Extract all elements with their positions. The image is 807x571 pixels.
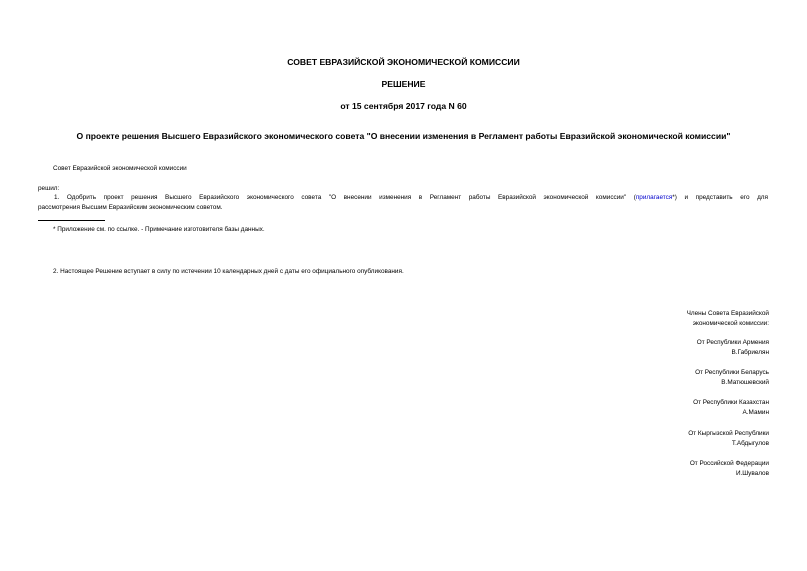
organization-title: СОВЕТ ЕВРАЗИЙСКОЙ ЭКОНОМИЧЕСКОЙ КОМИССИИ [287, 57, 520, 67]
signatures-header-line-2: экономической комиссии: [692, 320, 769, 327]
signature-block [697, 338, 769, 358]
signatures-header [687, 309, 769, 329]
document-type: РЕШЕНИЕ [381, 79, 426, 89]
item-1-text-after-link: *) и представить его для [672, 194, 768, 201]
signature-name: В.Габриелян [731, 349, 769, 356]
signature-name: Т.Абдыгулов [731, 440, 769, 447]
signature-name: И.Шувалов [735, 470, 769, 477]
intro-text: Совет Евразийской экономической комиссии [53, 165, 187, 172]
item-1-text-before-link: 1. Одобрить проект решения Высшего Евразийского экономического совета "О внесении изменения в Регламент работы Евразийской экономической комиссии" ( [54, 194, 636, 201]
signature-country: От Республики Армения [696, 339, 769, 346]
resolved-text: решил: [38, 185, 60, 192]
signature-block [693, 398, 769, 418]
footnote-text: * Приложение см. по ссылке. - Примечание изготовителя базы данных. [53, 226, 265, 233]
signature-country: От Российской Федерации [689, 460, 769, 467]
signature-name: В.Матюшевский [721, 379, 769, 386]
footnote-divider [38, 220, 105, 221]
signature-country: От Республики Казахстан [693, 399, 769, 406]
item-1-line-1 [38, 193, 768, 203]
signature-block [688, 429, 769, 449]
signature-country: От Кыргызской Республики [688, 430, 769, 437]
signature-block [690, 459, 769, 479]
item-1-paragraph [38, 193, 768, 212]
signature-block [695, 368, 769, 388]
document-subject: О проекте решения Высшего Евразийского экономического совета "О внесении изменения в Регламент работы Евразийской экономической комиссии" [76, 131, 731, 141]
signatures-header-line-1: Члены Совета Евразийской [686, 310, 769, 317]
appendix-link[interactable]: прилагается [635, 194, 673, 201]
signature-name: А.Мамин [742, 409, 769, 416]
item-2-paragraph: 2. Настоящее Решение вступает в силу по истечении 10 календарных дней с даты его официального опубликования. [53, 268, 404, 275]
document-date-number: от 15 сентября 2017 года N 60 [340, 101, 467, 111]
signature-country: От Республики Беларусь [695, 369, 769, 376]
item-1-line-2: рассмотрения Высшим Евразийским экономическим советом. [38, 203, 223, 211]
